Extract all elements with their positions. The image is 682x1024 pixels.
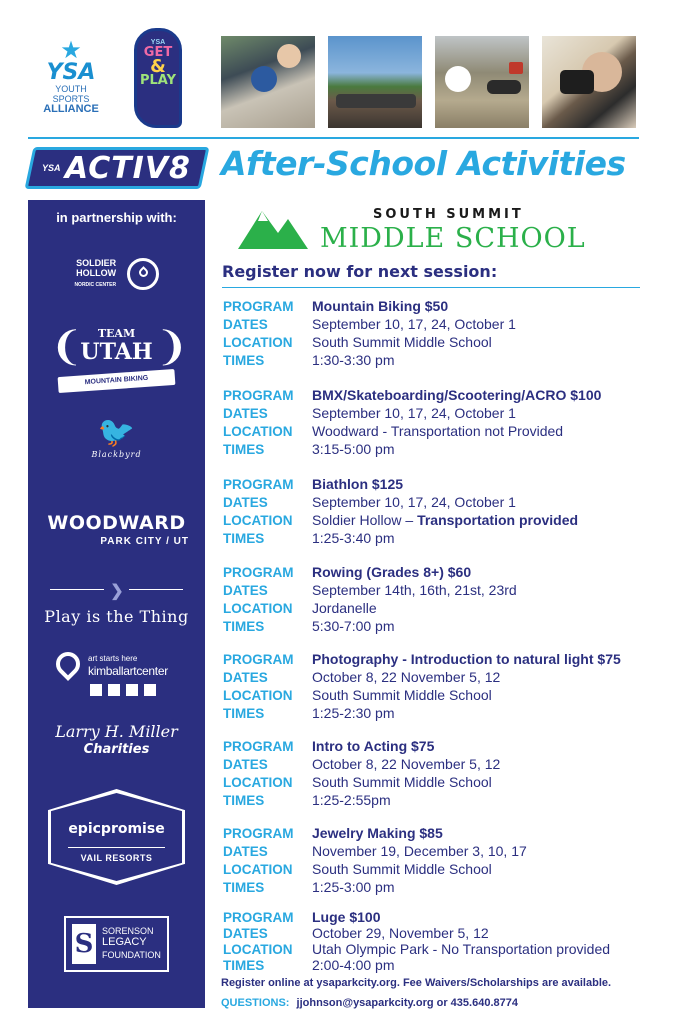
program-block [223,824,653,896]
ysa-logo [36,37,106,122]
map-pin-icon [51,647,85,681]
woodward-sub: PARK CITY / UT [100,536,189,547]
gop-logo-line1: GET [143,45,173,60]
program-dates: September 10, 17, 24, October 1 [312,316,516,332]
south-summit-logo [238,203,622,255]
epic-promise-logo [28,785,205,885]
program-name: Photography - Introduction to natural light $75 [312,651,621,667]
photo-group-outdoors [328,36,422,128]
mountain-icon [238,203,308,251]
kimball-name: kimballartcenter [88,664,168,678]
program-dates: October 29, November 5, 12 [312,925,489,941]
program-label: PROGRAM [223,477,294,492]
photo-biathlon-practice [435,36,529,128]
ysa-logo-line1: YOUTH SPORTS [52,84,90,104]
questions-contact[interactable]: jjohnson@ysaparkcity.org or 435.640.8774 [296,997,518,1009]
program-block [223,297,653,369]
times-label: TIMES [223,619,265,634]
program-times: 1:25-2:30 pm [312,705,395,721]
questions-line [221,997,518,1009]
program-times: 1:30-3:30 pm [312,352,395,368]
program-label: PROGRAM [223,910,294,925]
school-name-top: SOUTH SUMMIT [373,207,524,222]
program-location: South Summit Middle School [312,687,492,703]
program-label: PROGRAM [223,739,294,754]
program-dates: September 14th, 16th, 21st, 23rd [312,582,517,598]
program-name: Luge $100 [312,909,381,925]
program-label: PROGRAM [223,826,294,841]
program-dates: September 10, 17, 24, October 1 [312,405,516,421]
soldier-hollow-line3: NORDIC CENTER [74,282,117,288]
header-divider [28,137,639,139]
team-utah-banner: MOUNTAIN BIKING [58,369,176,393]
program-name: Biathlon $125 [312,476,404,492]
soldier-hollow-line2: HOLLOW [76,268,117,278]
program-location: Woodward - Transportation not Provided [312,423,564,439]
program-location: South Summit Middle School [312,774,492,790]
wing-icon: ❨ [50,325,84,369]
chevron-right-icon: ❯ [110,583,124,600]
soldier-hollow-line1: SOLDIER [76,258,117,268]
program-block [223,563,653,635]
program-name: BMX/Skateboarding/Scootering/ACRO $100 [312,387,602,403]
program-location: South Summit Middle School [312,334,492,350]
program-dates: October 8, 22 November 5, 12 [312,669,501,685]
program-times: 1:25-2:55pm [312,792,391,808]
dates-label: DATES [223,670,268,685]
times-label: TIMES [223,958,265,973]
blackbyrd-logo [28,416,205,470]
times-label: TIMES [223,706,265,721]
times-label: TIMES [223,793,265,808]
location-label: LOCATION [223,513,293,528]
wing-icon: ❩ [155,325,189,369]
location-label: LOCATION [223,775,293,790]
times-label: TIMES [223,353,265,368]
program-block [223,909,653,973]
program-name: Intro to Acting $75 [312,738,435,754]
register-heading: Register now for next session: [222,262,498,281]
sorenson-line2: LEGACY [102,936,147,948]
location-label: LOCATION [223,335,293,350]
dates-label: DATES [223,406,268,421]
program-times: 1:25-3:00 pm [312,879,395,895]
program-location: Utah Olympic Park - No Transportation provided [312,941,611,957]
photo-photographer [542,36,636,128]
miller-signature: Larry H. Miller [55,722,178,741]
location-label: LOCATION [223,942,293,957]
gop-logo-line2: & [150,56,166,77]
program-name: Rowing (Grades 8+) $60 [312,564,472,580]
water-drop-icon [127,258,159,290]
page-title: After-School Activities [221,144,626,183]
star-icon: ★ [60,37,82,64]
team-utah-team: TEAM [97,327,136,340]
vail-resorts-text: VAIL RESORTS [80,853,153,863]
blackbyrd-script: Blackbyrd [91,450,142,459]
program-times: 5:30-7:00 pm [312,618,395,634]
dates-label: DATES [223,317,268,332]
photo-kids-climbing [221,36,315,128]
larry-h-miller-charities-logo [28,722,205,757]
activ8-logo [25,147,210,189]
program-location: South Summit Middle School [312,861,492,877]
play-text: Play is the Thing [44,607,189,626]
times-label: TIMES [223,442,265,457]
play-is-the-thing-logo [28,583,205,626]
woodward-logo [28,512,205,547]
times-label: TIMES [223,880,265,895]
program-block [223,386,653,458]
woodward-name: WOODWARD [47,512,186,534]
gop-logo-line3: PLAY [139,73,177,88]
program-dates: November 19, December 3, 10, 17 [312,843,527,859]
program-dates: September 10, 17, 24, October 1 [312,494,516,510]
partner-sidebar [28,200,205,1008]
epic-promise-name: epicpromise [68,821,165,837]
program-block [223,737,653,809]
location-label: LOCATION [223,862,293,877]
program-block [223,475,653,547]
dates-label: DATES [223,926,268,941]
register-divider [222,287,640,288]
dates-label: DATES [223,583,268,598]
program-times: 1:25-3:40 pm [312,530,395,546]
program-location: Soldier Hollow – [312,512,418,528]
location-label: LOCATION [223,424,293,439]
program-label: PROGRAM [223,652,294,667]
gop-logo-top: YSA [150,39,166,46]
ysa-logo-name: YSA [46,60,96,85]
ysa-logo-line2: ALLIANCE [43,103,99,115]
activ8-prefix: YSA [42,163,61,173]
activ8-name: ACTIV8 [64,150,191,186]
bird-icon: 🐦 [97,416,136,449]
location-label: LOCATION [223,688,293,703]
program-times: 2:00-4:00 pm [312,957,395,973]
program-location: Jordanelle [312,600,377,616]
miller-charities: Charities [83,742,150,757]
program-name: Jewelry Making $85 [312,825,443,841]
team-utah-logo [28,313,205,403]
program-label: PROGRAM [223,565,294,580]
program-name: Mountain Biking $50 [312,298,449,314]
program-location-emphasis: Transportation provided [417,512,579,528]
dates-label: DATES [223,495,268,510]
program-block [223,650,653,722]
questions-label: QUESTIONS: [221,997,290,1009]
program-label: PROGRAM [223,299,294,314]
partnership-label: in partnership with: [56,210,177,225]
program-times: 3:15-5:00 pm [312,441,395,457]
program-label: PROGRAM [223,388,294,403]
times-label: TIMES [223,531,265,546]
sorenson-line1: SORENSON [102,926,154,936]
kimball-tagline: art starts here [88,654,138,663]
register-online-text: Register online at ysaparkcity.org. Fee Waivers/Scholarships are available. [221,977,612,989]
team-utah-utah: UTAH [80,339,153,365]
program-dates: October 8, 22 November 5, 12 [312,756,501,772]
get-out-and-play-logo [134,28,182,128]
sorenson-mark: S [72,924,96,964]
kimball-art-center-logo [28,650,205,702]
sorenson-legacy-logo [28,916,205,972]
dates-label: DATES [223,844,268,859]
dates-label: DATES [223,757,268,772]
soldier-hollow-logo [28,258,205,290]
sorenson-line3: FOUNDATION [102,950,161,960]
location-label: LOCATION [223,601,293,616]
school-name-bottom: MIDDLE SCHOOL [320,223,586,254]
